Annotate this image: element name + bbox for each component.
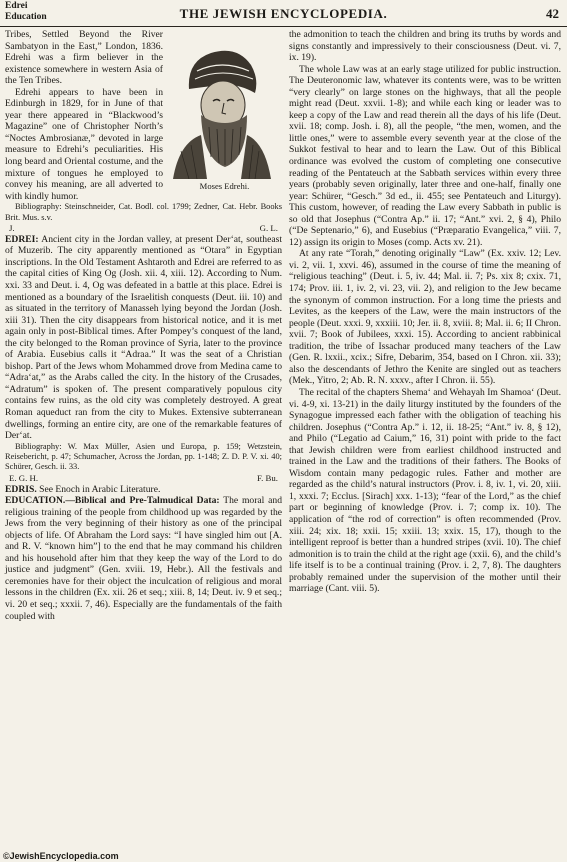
education-title: EDUCATION.—Biblical and Pre-Talmudical Data: [5, 495, 220, 507]
site-watermark: ©JewishEncyclopedia.com [3, 851, 119, 861]
figure-caption: Moses Edrehi. [199, 181, 250, 191]
edrehi-sig-right: G. L. [259, 222, 278, 233]
edrei-body: Ancient city in the Jordan valley, at present Der‘at, southeast of Muzerib. The city apparently mentioned as “Otara” in Egyptian inscriptions. In the Old Testament Ashtaroth and Edrei are referred to as the capital cities of King Og (Josh. xii. 4, xiii. 12). According to Num. xxi. 33 and Deut. i. 4, Og was defeated in a battle at this place. Edrei is mentioned as a boundary of the Israelitish conquests (Deut. iii. 10) and as situated in the territory of Manasseh lying beyond the Jordan (Josh. xiii 31). Then the city disappears from historical notice, and it is met again only in post-Biblical times. After Pompey’s conquest of the land, the city belonged to the Roman province of Syria, later to the province of Arabia. Eusebius calls it “Adraa.” It was the seat of a Christian bishop. Part of the Jews whom Mohammed drove from Medina came to “Adra‘at,” as the Arabs called the city. In the history of the Crusades, “Adratum” is spoken of. The present comparatively populous city contains few ruins, as the old city was completely destroyed. A great Roman aqueduct ran from the city to Mukes. Extensive subterranean dwellings, forming an entire city, are one of the remarkable features of Der‘at. [5, 233, 282, 442]
left-column [5, 29, 282, 622]
page-header [0, 0, 567, 27]
education-entry [5, 495, 282, 622]
running-head-first: Edrei [5, 1, 28, 11]
edrehi-signature [5, 223, 282, 234]
edris-title: EDRIS. [5, 483, 37, 495]
education-paragraph-2: The whole Law was at an early stage utilized for public instruction. The Deuteronomic law, whatever its contents were, was to be written “very clearly” on large stones on the highways, that all the people might read (Deut. xxvii. 1-8); and while each king or leader was to keep a copy of the Law and read therein all the days of his life (Deut. xvii. 18; comp. Josh. i. 8), all the people, “the men, women, and the little ones,” were to assemble every seventh year at the close of the Sukkot festival to hear and to learn the Law. Out of this Biblical ordinance was evolved the custom of completing one consecutive reading of the Pentateuch at the Sabbath services within every three years (probably seven originally, later three and one-half, finally one year: Schürer, “Gesch.” 3d ed., ii. 455; see Pentateuch and Liturgy). This custom, however, of reading the Law every Sabbath in public is so old that Josephus (“Contra Ap.” ii. 17; “Ant.” xvi. 2, § 4), Philo (“De Septenario,” 6), and Eusebius (“Præparatio Evangelica,” viii. 7, 12) assign its origin to Moses (comp. Acts xv. 21). [289, 63, 561, 248]
edrei-title: EDREI: [5, 233, 39, 245]
edrei-sig-left: E. G. H. [9, 472, 39, 483]
edris-body: See Enoch in Arabic Literature. [39, 483, 161, 495]
edrehi-paragraph-2: Edrehi appears to have been in Edinburgh in 1829, for in June of that year there appeared in “Blackwood’s Magazine” one of Christopher North’s “Noctes Ambrosianæ,” devoted in large measure to Edrehi’s peculiarities. His long beard and Oriental costume, and the mixture of tongues he employed to convey his meaning, are all adverted to with kindly humor. [5, 86, 163, 202]
portrait-moses-edrehi [167, 31, 277, 179]
right-column [289, 29, 561, 595]
education-paragraph-3: At any rate “Torah,” denoting originally “Law” (Ex. xxiv. 12; Lev. vi. 2, vii. 1, xxvi. 46), assumed in the course of time the meaning of “religious teaching” (Deut. i. 5, iv. 44; Mal. ii. 7; Ps. xix 8; cxix. 71, 174; Prov. iii. 1, iv. 2, vi. 23, vii. 2), and religion to the Jew became the synonym of common instruction. For a long time the priests and Levites, as the keepers of the Law, were the main instructors of the people (Deut. xxxi. 9, xxxiii. 10; Jer. ii. 8, xviii. 8; Mal. ii. 6; II Chron. xvii. 7; Book of Jubilees, xxxi. 15). According to ancient rabbinical tradition, the tribe of Issachar produced many teachers of the Law (Gen. R. lxxii., xcix.; Sifre, Debarim, 354, based on I Chron. xii. 33); also the descendants of Jethro the Kenite are singled out as teachers (Mek., Yitro, 2; Ab. R. N. xxxv., after I Chron. ii. 55). [289, 248, 561, 387]
education-body: The moral and religious training of the people from childhood up was regarded by the Jews from the very beginning of their history as one of the principal objects of life. Of Abraham the Lord says: “I have singled him out [A. and R. V. “known him”] to the end that he may command his children and his household after him that they keep the way of the Lord to do justice and judgment” (Gen. xviii. 19, Hebr.). All the festivals and ceremonies have for their object the inculcation of religious and moral lessons in the children (Ex. xii. 26 et seq.; xiii. 8, 14; Deut. iv. 9 et seq.; vi. 20 et seq.; xxxii. 7, 46). Especially are the fundamentals of the faith coupled with [5, 495, 282, 622]
edris-entry [5, 484, 282, 496]
edrehi-sig-left: J. [9, 222, 15, 233]
education-paragraph-4: The recital of the chapters Shema‘ and Wehayah Im Shamoa‘ (Deut. vi. 4-9, xi. 13-21) in the daily liturgy instituted by the founders of the Synagogue impressed each father with the obligation of teaching his children. Josephus (“Contra Ap.” i. 12, ii. 18-25; “Ant.” iv. 8, § 12), and Philo (“Legatio ad Caium,” 16, 31) point with pride to the fact that Jewish children were from earliest childhood instructed and trained in the Law and the traditions of their fathers. The Books of Wisdom contain many pedagogic rules. Father and mother are regarded as the child’s natural instructors (Prov. i. 8, iv. 1, vi. 20, xiii. 1, xxxi. 7; Ecclus. [Sirach] xxx. 1-13); “fear of the Lord,” as the chief part or beginning of knowledge (Prov. i. 7; comp ix. 10). The application of “the rod of correction” is often recommended (Prov. xiii. 24; xix. 18; xxii. 15; xxiii. 13; xxix. 15, 17), though to the intelligent reproof is better than a hundred stripes (xvii. 10). The chief admonition is to train the child at the right age (xxii. 6), and the child’s life itself is to be a continual training (Prov. i. 2, 7, 8). The daughters probably remained under the supervision of the mother until their marriage (Cant. viii. 5). [289, 386, 561, 595]
edrei-sig-right: F. Bu. [256, 472, 278, 483]
page-number: 42 [546, 6, 559, 21]
running-title: THE JEWISH ENCYCLOPEDIA. [179, 6, 388, 21]
edrehi-paragraph-1: Tribes, Settled Beyond the River Sambatyon in the East,” London, 1836. Edrehi was a firm believer in the existence somewhere in western Asia of the Ten Tribes. [5, 29, 163, 87]
edrehi-bibliography: Bibliography: Steinschneider, Cat. Bodl. col. 1799; Zedner, Cat. Hebr. Books Brit. Mus. s.v. [5, 202, 282, 222]
education-paragraph-1: the admonition to teach the children and bring its truths by words and signs constantly and impressively to their consciousness (Deut. vi. 7, ix. 19). [289, 29, 561, 64]
edrei-bibliography: Bibliography: W. Max Müller, Asien und Europa, p. 159; Wetzstein, Reisebericht, p. 47; Schumacher, Across the Jordan, pp. 1-148; Z. D. P. V. xi. 40; Schürer, Gesch. ii. 33. [5, 441, 282, 472]
running-head-last: Education [5, 12, 47, 22]
edrei-signature [5, 473, 282, 484]
portrait-figure [167, 31, 282, 197]
edrei-entry [5, 234, 282, 442]
